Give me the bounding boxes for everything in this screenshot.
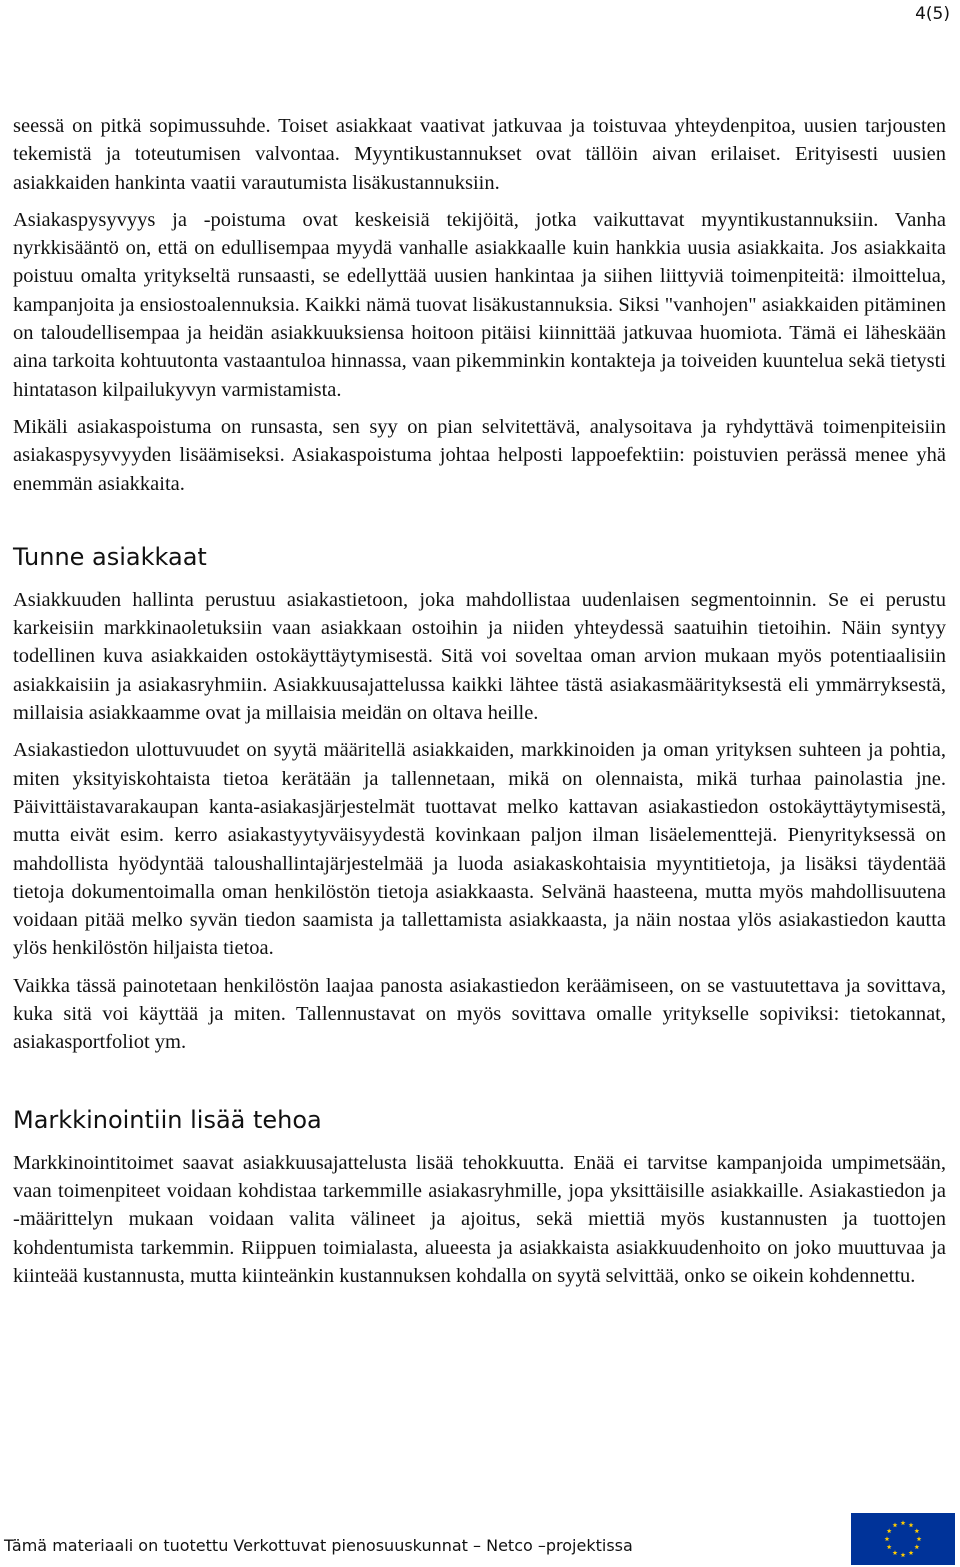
document-body [13, 112, 946, 1290]
paragraph: Asiakastiedon ulottuvuudet on syytä määritellä asiakkaiden, markkinoiden ja oman yrityksen suhteen ja pohtia, miten yksityiskohtaista tietoa kerätään ja tallennetaan, mikä on olennaista, mikä turhaa painolastia jne. Päivittäistavarakaupan kanta-asiakasjärjestelmät tuottavat melko kattavan asiakastiedon ostokäyttäytymisestä, mutta eivät esim. kerro asiakastyytyväisyydestä kovinkaan paljon ilman lisäelementtejä. Pienyrityksessä on mahdollista hyödyntää taloushallintajärjestelmää ja luoda asiakaskohtaisia myyntitietoja, ja lisäksi täydentää tietoja dokumentoimalla oman henkilöstön tietoja asiakkaasta. Selvänä haasteena, mutta myös mahdollisuutena voidaan pitää melko syvän tiedon saamista ja tallettamista asiakkaasta, ja näin nostaa ylös asiakastiedon kautta ylös henkilöstön hiljaista tietoa. [13, 739, 946, 960]
page-footer [0, 1513, 960, 1567]
paragraph: Asiakaspysyvyys ja -poistuma ovat keskeisiä tekijöitä, jotka vaikuttavat myyntikustannuksiin. Vanha nyrkkisääntö on, että on edullisempaa myydä vanhalle asiakkaalle kuin hankkia uusia asiakkaita. Jos asiakkaita poistuu omalta yritykseltä runsaasti, se edellyttää uusien hankintaa ja siihen liittyviä toimenpiteitä: ilmoittelua, kampanjoita ja ensiostoalennuksia. Kaikki nämä tuovat lisäkustannuksia. Siksi "vanhojen" asiakkaiden pitäminen on taloudellisempaa ja heidän asiakkuuksiensa hoitoon pitäisi kiinnittää jatkuvaa huomiota. Tämä ei läheskään aina tarkoita kohtuutonta vastaantuloa hinnassa, vaan pikemminkin kontakteja ja toiveiden kuuntelua sekä tietysti hintatason kilpailukyvyn varmistamista. [13, 208, 946, 401]
paragraph: Mikäli asiakaspoistuma on runsasta, sen syy on pian selvitettävä, analysoitava ja ryhdyttävä toimenpiteisiin asiakaspysyvyyden lisäämiseksi. Asiakaspoistuma johtaa helposti lappoefektiin: poistuvien perässä menee yhä enemmän asiakkaita. [13, 415, 946, 495]
paragraph: Markkinointitoimet saavat asiakkuusajattelusta lisää tehokkuutta. Enää ei tarvitse kampanjoida umpimetsään, vaan toimenpiteet voidaan kohdistaa tarkemmille asiakasryhmille, jopa yksittäisille asiakkaille. Asiakastiedon ja -määrittelyn mukaan voidaan valita välineet ja ajoitus, sekä miettiä myös kustannusten ja tuottojen kohdentumista tarkemmin. Riippuen toimialasta, alueesta ja asiakkaista asiakkuudenhoito on joko muuttuvaa ja kiinteää kustannusta, mutta kiinteänkin kustannuksen kohdalla on syytä selvittää, onko se oikein kohdennettu. [13, 1151, 946, 1287]
paragraph: Asiakkuuden hallinta perustuu asiakastietoon, joka mahdollistaa uudenlaisen segmentoinnin. Se ei perustu karkeisiin markkinaoletuksiin vaan asiakkaan ostoihin ja niiden yhteydessä saatuihin tietoihin. Näin syntyy todellinen kuva asiakkaiden ostokäyttäytymisestä. Sitä voi soveltaa oman arvion mukaan myös potentiaalisiin asiakkaisiin ja asiakasryhmiin. Asiakkuusajattelussa kaikki lähtee tästä asiakasmäärityksestä eli ymmärryksestä, millaisia asiakkaamme ovat ja millaisia meidän on oltava heille. [13, 588, 946, 725]
paragraph: seessä on pitkä sopimussuhde. Toiset asiakkaat vaativat jatkuvaa ja toistuvaa yhteydenpitoa, uusien tarjousten tekemistä ja toteutumisen valvontaa. Myyntikustannukset ovat tällöin aivan erilaiset. Erityisesti uusien asiakkaiden hankinta vaatii varautumista lisäkustannuksiin. [13, 115, 946, 194]
footer-text: Tämä materiaali on tuotettu Verkottuvat pienosuuskunnat – Netco –projektissa [4, 1536, 633, 1555]
page-number: 4(5) [915, 4, 950, 24]
paragraph: Vaikka tässä painotetaan henkilöstön laajaa panosta asiakastiedon keräämiseen, on se vastuutettava ja sovittava, kuka sitä voi käyttää ja miten. Tallennustavat on myös sovittava omalle yritykselle sopiviksi: tietokannat, asiakasportfoliot ym. [13, 974, 946, 1054]
eu-flag-icon [851, 1513, 955, 1565]
section-heading-markkinointiin-lisaa-tehoa: Markkinointiin lisää tehoa [13, 1105, 322, 1134]
section-heading-tunne-asiakkaat: Tunne asiakkaat [13, 542, 207, 571]
